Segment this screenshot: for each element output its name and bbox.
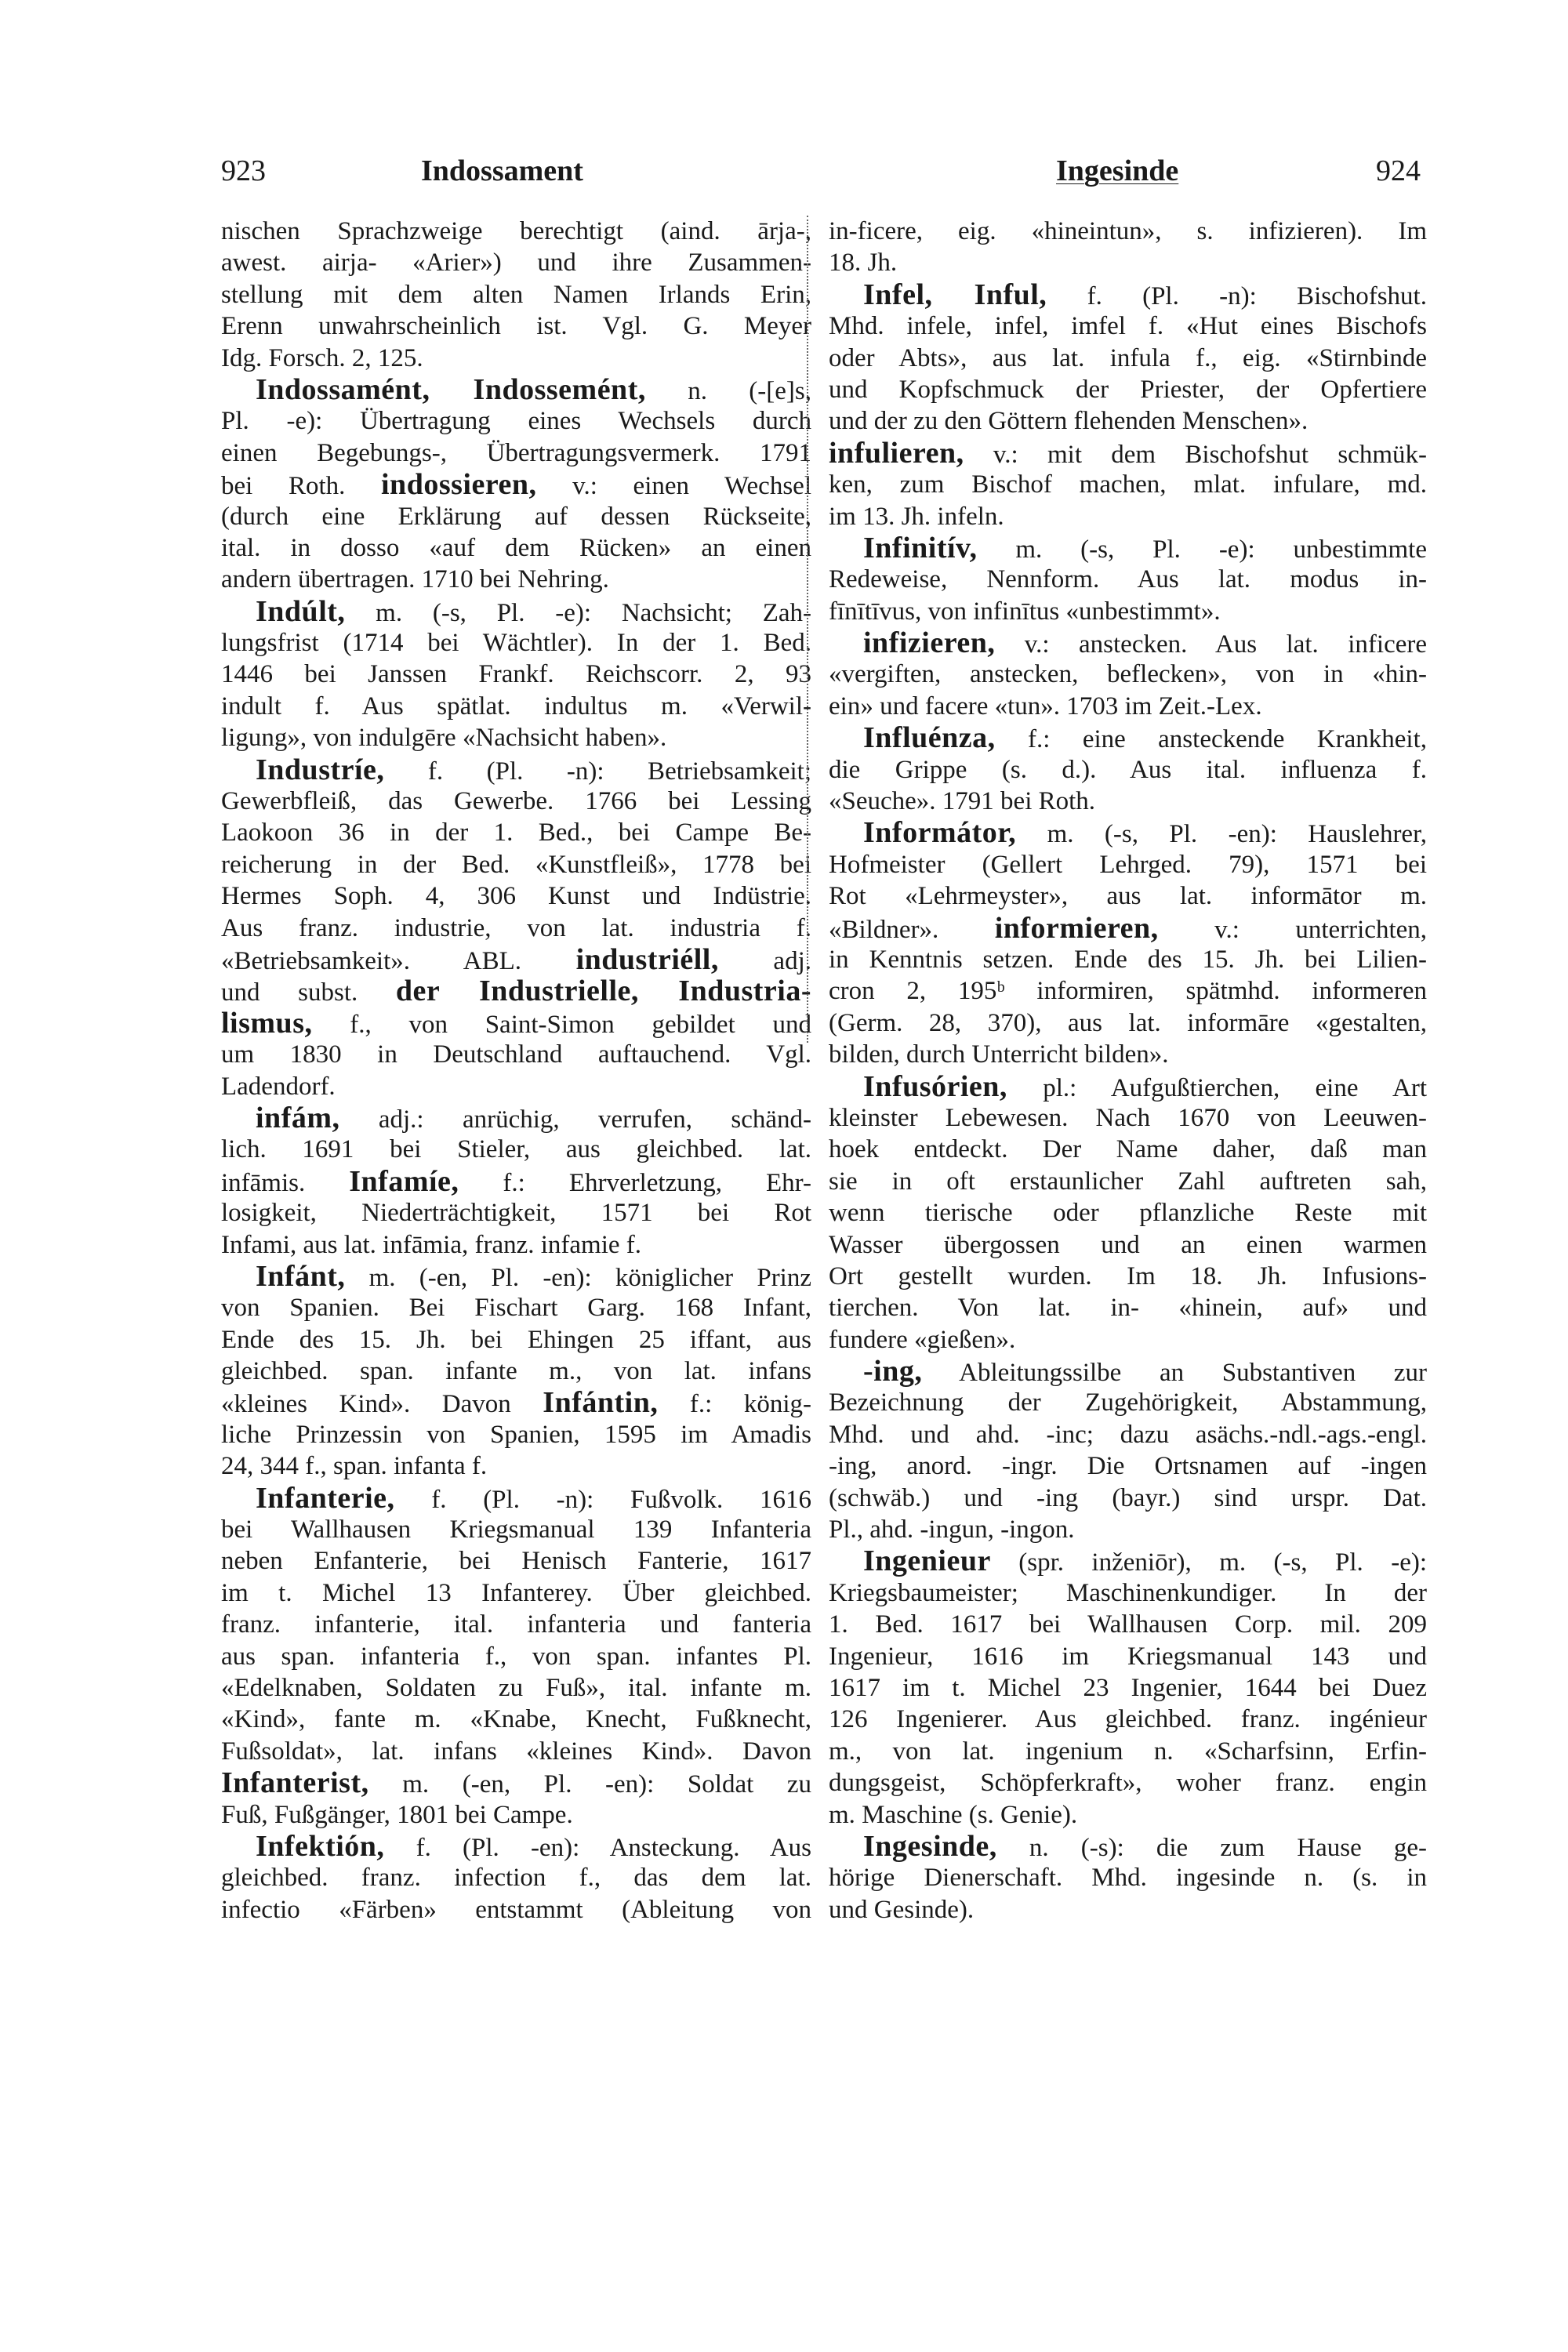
entry-text: n. (-s): die zum Hause ge- [996,1833,1427,1862]
entry-text: Fußsoldat», lat. infans «kleines Kind». Davon [221,1737,811,1766]
entry-text: 18. Jh. [829,249,898,278]
entry-text: Kriegsbaumeister; Maschinenkundiger. In der [829,1578,1427,1607]
text-line [829,532,1427,564]
entry-text: einen Begebungs-, Übertragungsvermerk. 1791 [221,438,811,467]
entry-text: lungsfrist (1714 bei Wächtler). In der 1. Bed. [221,629,811,658]
text-line [221,1419,811,1450]
text-line [221,1609,811,1640]
entry-text: infāmis. [221,1168,350,1197]
entry-headword: Indossamént, Indossemént, [256,373,646,406]
entry-text: Aus franz. industrie, von lat. industria f. [221,913,811,942]
text-line [829,374,1427,405]
entry-text: f.: könig- [658,1390,811,1419]
text-line [829,1894,1427,1926]
entry-text: Rot «Lehrmeyster», aus lat. informātor m. [829,882,1427,911]
text-line [829,596,1427,627]
text-line [221,722,811,753]
text-line [221,913,811,944]
text-line [829,975,1427,1007]
text-line [829,216,1427,247]
text-line [221,691,811,722]
entry-headword: infulieren, [829,437,964,470]
running-headword-left: Indossament [421,154,583,187]
left-column [221,216,811,1926]
entry-text: ken, zum Bischof machen, mlat. infulare, md. [829,470,1427,499]
entry-headword: Infektión, [256,1830,385,1863]
text-line [221,1767,811,1798]
text-line [221,1007,811,1039]
entry-text: «Edelknaben, Soldaten zu Fuß», ital. infante m. [221,1673,811,1702]
entry-text: hoek entdeckt. Der Name daher, daß man [829,1135,1427,1164]
text-line [221,1324,811,1356]
entry-text: adj.: anrüchig, verrufen, schänd- [339,1105,811,1134]
text-line [221,880,811,912]
text-line [221,786,811,817]
entry-text: f.: Ehrverletzung, Ehr- [459,1168,811,1197]
text-line [221,1261,811,1292]
page-number-right: 924 [1376,154,1421,187]
text-line [221,564,811,595]
text-line [829,1704,1427,1735]
text-line [829,405,1427,437]
text-line [221,469,811,500]
entry-headword: informieren, [994,912,1159,944]
entry-text: dungsgeist, Schöpferkraft», woher franz. engin [829,1769,1427,1798]
text-line [221,1862,811,1893]
entry-headword: Industríe, [256,753,385,786]
text-line [829,279,1427,310]
entry-text: kleinster Lebewesen. Nach 1670 von Leeuwen- [829,1103,1427,1132]
text-line [829,501,1427,532]
entry-text: awest. airja- «Arier») und ihre Zusammen- [221,249,811,278]
text-line [829,1356,1427,1387]
text-line [829,659,1427,690]
text-line [221,1514,811,1545]
text-line [829,849,1427,880]
entry-text: v.: unterrichten, [1158,915,1427,944]
entry-text: Mhd. infele, infel, imfel f. «Hut eines Bischofs [829,312,1427,341]
text-line [829,1387,1427,1418]
entry-text: n. (-[e]s, [645,376,811,405]
entry-text: f. (Pl. -n): Bischofshut. [1047,281,1427,310]
entry-text: im t. Michel 13 Infanterey. Über gleichbed. [221,1578,811,1607]
entry-text: und Gesinde). [829,1895,975,1924]
text-line [829,1862,1427,1893]
entry-text: in Kenntnis setzen. Ende des 15. Jh. bei Lilien- [829,945,1427,974]
entry-text: oder Abts», aus lat. infula f., eig. «Stirnbinde [829,343,1427,372]
entry-text: Bezeichnung der Zugehörigkeit, Abstammung, [829,1388,1427,1417]
entry-text: f. (Pl. -n): Fußvolk. 1616 [394,1485,811,1514]
entry-text: andern übertragen. 1710 bei Nehring. [221,565,609,594]
entry-text: Ort gestellt wurden. Im 18. Jh. Infusions- [829,1261,1427,1290]
entry-text: m. (-en, Pl. -en): königlicher Prinz [345,1263,811,1292]
entry-text: v.: einen Wechsel [536,472,811,501]
text-line [829,627,1427,659]
text-line [221,659,811,690]
text-line [221,1387,811,1418]
entry-text: f. (Pl. -en): Ansteckung. Aus [384,1833,811,1862]
text-line [221,849,811,880]
entry-text: Gewerbfleiß, das Gewerbe. 1766 bei Lessing [221,787,811,816]
text-line [221,247,811,278]
entry-text: infectio «Färben» entstammt (Ableitung von [221,1895,811,1924]
entry-headword: Infusórien, [863,1070,1007,1102]
text-line [829,1229,1427,1261]
entry-text: (durch eine Erklärung auf dessen Rückseite, [221,502,811,531]
entry-text: Mhd. und ahd. -inc; dazu asächs.-ndl.-ags.-engl. [829,1420,1427,1449]
text-line [221,501,811,532]
text-line [829,1641,1427,1672]
text-line [829,1799,1427,1831]
text-line [221,596,811,627]
right-column [829,216,1427,1926]
entry-text: aus span. infanteria f., von span. infantes Pl. [221,1642,811,1671]
text-line [221,1356,811,1387]
text-line [221,627,811,659]
entry-text: «Seuche». 1791 bei Roth. [829,787,1096,816]
entry-text: und subst. [221,978,396,1007]
text-line [221,1166,811,1197]
entry-text: m. (-en, Pl. -en): Soldat zu [368,1770,811,1799]
entry-headword: Infanterie, [256,1482,395,1515]
text-line [829,1197,1427,1229]
text-line [829,944,1427,975]
text-line [221,1577,811,1609]
entry-text: f.: eine ansteckende Krankheit, [995,725,1427,754]
running-headword-right: Ingesinde [1056,154,1179,187]
entry-text: Redeweise, Nennform. Aus lat. modus in- [829,565,1427,594]
text-line [829,343,1427,374]
entry-text: tierchen. Von lat. in- «hinein, auf» und [829,1294,1427,1323]
entry-text: f. (Pl. -n): Betriebsamkeit; [384,757,811,786]
entry-text: v.: mit dem Bischofshut schmük- [964,440,1427,469]
entry-text: (Germ. 28, 370), aus lat. informāre «gestalten, [829,1008,1427,1037]
entry-text: gleichbed. span. infante m., von lat. infans [221,1357,811,1386]
text-line [221,1197,811,1229]
entry-headword: lismus, [221,1007,313,1040]
entry-text: in-ficere, eig. «hineintun», s. infizieren). Im [829,217,1427,245]
text-line [829,469,1427,500]
text-line [221,975,811,1007]
entry-text: f., von Saint-Simon gebildet und [312,1010,811,1039]
entry-text: bei Roth. [221,472,381,501]
text-line [829,1292,1427,1323]
column-divider [807,216,808,1043]
text-line [829,1767,1427,1798]
entry-text: im 13. Jh. infeln. [829,502,1004,531]
text-line [221,532,811,564]
entry-headword: industriéll, [575,943,719,976]
entry-text: «kleines Kind». Davon [221,1390,543,1419]
text-line [829,1039,1427,1070]
text-line [829,786,1427,817]
text-line [221,1831,811,1862]
entry-text: stellung mit dem alten Namen Irlands Erin, [221,280,811,309]
entry-headword: indossieren, [381,469,537,501]
entry-text: ligung», von indulgēre «Nachsicht haben». [221,724,667,753]
text-line [221,817,811,848]
entry-headword: Indúlt, [256,595,346,628]
entry-headword: Infinitív, [863,532,978,564]
entry-text: um 1830 in Deutschland auftauchend. Vgl. [221,1040,811,1069]
entry-headword: -ing, [863,1356,923,1388]
entry-text: bei Wallhausen Kriegsmanual 139 Infanteria [221,1515,811,1544]
entry-headword: Ingesinde, [863,1830,997,1863]
entry-text: reicherung in der Bed. «Kunstfleiß», 1778 bei [221,850,811,879]
entry-text: m. (-s, Pl. -e): Nachsicht; Zah- [345,598,811,627]
text-line [221,1071,811,1102]
entry-text: Wasser übergossen und an einen warmen [829,1230,1427,1259]
text-line [829,1831,1427,1862]
entry-text: 126 Ingenierer. Aus gleichbed. franz. ingénieur [829,1705,1427,1734]
text-line [829,1071,1427,1102]
text-line [829,1007,1427,1039]
entry-text: adj. [718,946,811,975]
entry-headword: Ingenieur [863,1545,991,1577]
text-line [829,247,1427,278]
text-line [829,1166,1427,1197]
entry-text: sie in oft erstaunlicher Zahl auftreten sah, [829,1167,1427,1196]
text-line [829,1324,1427,1356]
entry-headword: Informátor, [863,817,1017,849]
text-line [829,817,1427,848]
page-number-left: 923 [221,154,266,187]
entry-text: Hofmeister (Gellert Lehrged. 79), 1571 bei [829,850,1427,879]
entry-text: (schwäb.) und -ing (bayr.) sind urspr. Dat. [829,1483,1427,1512]
entry-text: von Spanien. Bei Fischart Garg. 168 Infant, [221,1294,811,1323]
text-line [829,1261,1427,1292]
text-line [221,1483,811,1514]
entry-headword: Infanterist, [221,1767,369,1799]
text-line [829,1736,1427,1767]
entry-text: 1446 bei Janssen Frankf. Reichscorr. 2, 93 [221,660,811,689]
entry-text: m., von lat. ingenium n. «Scharfsinn, Erfin- [829,1737,1427,1766]
text-line [221,1736,811,1767]
entry-text: bilden, durch Unterricht bilden». [829,1040,1169,1069]
entry-text: gleichbed. franz. infection f., das dem lat. [221,1864,811,1893]
entry-text: Erenn unwahrscheinlich ist. Vgl. G. Meyer [221,312,811,341]
text-line [829,1450,1427,1482]
page-header [221,154,1421,193]
entry-text: und Kopfschmuck der Priester, der Opfertiere [829,375,1427,404]
text-line [829,1672,1427,1704]
entry-text: m. Maschine (s. Genie). [829,1800,1078,1829]
entry-text: m. (-s, Pl. -en): Hauslehrer, [1016,820,1427,849]
entry-text: 1617 im t. Michel 23 Ingenier, 1644 bei Duez [829,1673,1427,1702]
text-line [829,1134,1427,1165]
text-line [829,1483,1427,1514]
text-line [221,1545,811,1577]
entry-text: -ing, anord. -ingr. Die Ortsnamen auf -ingen [829,1452,1427,1481]
entry-text: neben Enfanterie, bei Henisch Fanterie, 1617 [221,1547,811,1576]
entry-headword: infám, [256,1102,340,1134]
text-line [221,216,811,247]
entry-headword: Infamíe, [349,1165,459,1198]
entry-text: losigkeit, Niederträchtigkeit, 1571 bei Rot [221,1199,811,1228]
entry-text: «Betriebsamkeit». ABL. [221,946,576,975]
text-line [221,437,811,469]
entry-text: Pl., ahd. -ingun, -ingon. [829,1515,1075,1544]
entry-headword: Infántin, [543,1387,659,1419]
text-line [829,564,1427,595]
text-line [221,1450,811,1482]
entry-text: Infami, aus lat. infāmia, franz. infamie f. [221,1230,642,1259]
text-line [221,1641,811,1672]
entry-text: pl.: Aufgußtierchen, eine Art [1007,1073,1427,1102]
entry-text: Laokoon 36 in der 1. Bed., bei Campe Be- [221,818,811,848]
entry-text: «vergiften, anstecken, beflecken», von in «hin- [829,660,1427,689]
text-line [221,754,811,786]
text-line [829,1577,1427,1609]
entry-text: fīnītīvus, von infinītus «unbestimmt». [829,597,1221,626]
text-line [829,1102,1427,1134]
text-line [829,880,1427,912]
text-line [829,691,1427,722]
entry-text: m. (-s, Pl. -e): unbestimmte [977,535,1427,564]
text-line [221,1704,811,1735]
entry-text: Pl. -e): Übertragung eines Wechsels durch [221,407,811,436]
entry-text: fundere «gießen». [829,1325,1016,1354]
text-line [221,405,811,437]
text-line [221,1229,811,1261]
entry-headword: Infánt, [256,1260,346,1293]
text-line [221,310,811,342]
entry-text: v.: anstecken. Aus lat. inficere [995,630,1427,659]
entry-headword: Influénza, [863,722,996,754]
entry-text: hörige Dienerschaft. Mhd. ingesinde n. (s. in [829,1864,1427,1893]
entry-text: die Grippe (s. d.). Aus ital. influenza f. [829,755,1427,784]
text-line [829,1514,1427,1545]
text-line [221,944,811,975]
entry-headword: der Industrielle, Industria- [395,975,811,1007]
text-line [829,754,1427,786]
text-line [221,1134,811,1165]
entry-text: Hermes Soph. 4, 306 Kunst und Indüstrie. [221,882,811,911]
entry-text: Idg. Forsch. 2, 125. [221,343,423,372]
text-line [221,1102,811,1134]
text-line [221,343,811,374]
entry-text: cron 2, 195ᵇ informiren, spätmhd. informeren [829,977,1427,1006]
entry-text: Ladendorf. [221,1072,336,1101]
entry-text: indult f. Aus spätlat. indultus m. «Verwil- [221,691,811,720]
entry-text: «Kind», fante m. «Knabe, Knecht, Fußknecht, [221,1705,811,1734]
entry-text: Ableitungssilbe an Substantiven zur [922,1359,1427,1388]
entry-headword: Infel, Inful, [863,278,1047,311]
text-line [221,1799,811,1831]
entry-text: Ende des 15. Jh. bei Ehingen 25 iffant, aus [221,1325,811,1354]
text-line [829,1419,1427,1450]
entry-text: ital. in dosso «auf dem Rücken» an einen [221,533,811,562]
entry-text: (spr. inženiōr), m. (-s, Pl. -e): [990,1548,1427,1577]
text-line [829,913,1427,944]
text-line [221,1039,811,1070]
entry-text: Fuß, Fußgänger, 1801 bei Campe. [221,1800,573,1829]
text-line [829,1609,1427,1640]
text-line [221,1894,811,1926]
entry-text: 24, 344 f., span. infanta f. [221,1452,488,1481]
entry-text: nischen Sprachzweige berechtigt (aind. ārja-, [221,217,811,245]
text-line [829,1545,1427,1577]
entry-text: 1. Bed. 1617 bei Wallhausen Corp. mil. 209 [829,1610,1427,1639]
entry-text: und der zu den Göttern flehenden Menschen». [829,407,1308,436]
entry-text: wenn tierische oder pflanzliche Reste mit [829,1199,1427,1228]
entry-text: liche Prinzessin von Spanien, 1595 im Amadis [221,1420,811,1449]
entry-text: franz. infanterie, ital. infanteria und fanteria [221,1610,811,1639]
text-line [221,1672,811,1704]
entry-headword: infizieren, [863,627,996,659]
entry-text: lich. 1691 bei Stieler, aus gleichbed. lat. [221,1135,811,1164]
text-line [221,374,811,405]
text-line [221,279,811,310]
entry-text: ein» und facere «tun». 1703 im Zeit.-Lex. [829,691,1262,720]
text-line [829,722,1427,753]
text-line [221,1292,811,1323]
entry-text: Ingenieur, 1616 im Kriegsmanual 143 und [829,1642,1427,1671]
entry-text: «Bildner». [829,915,995,944]
text-line [829,310,1427,342]
text-line [829,437,1427,469]
